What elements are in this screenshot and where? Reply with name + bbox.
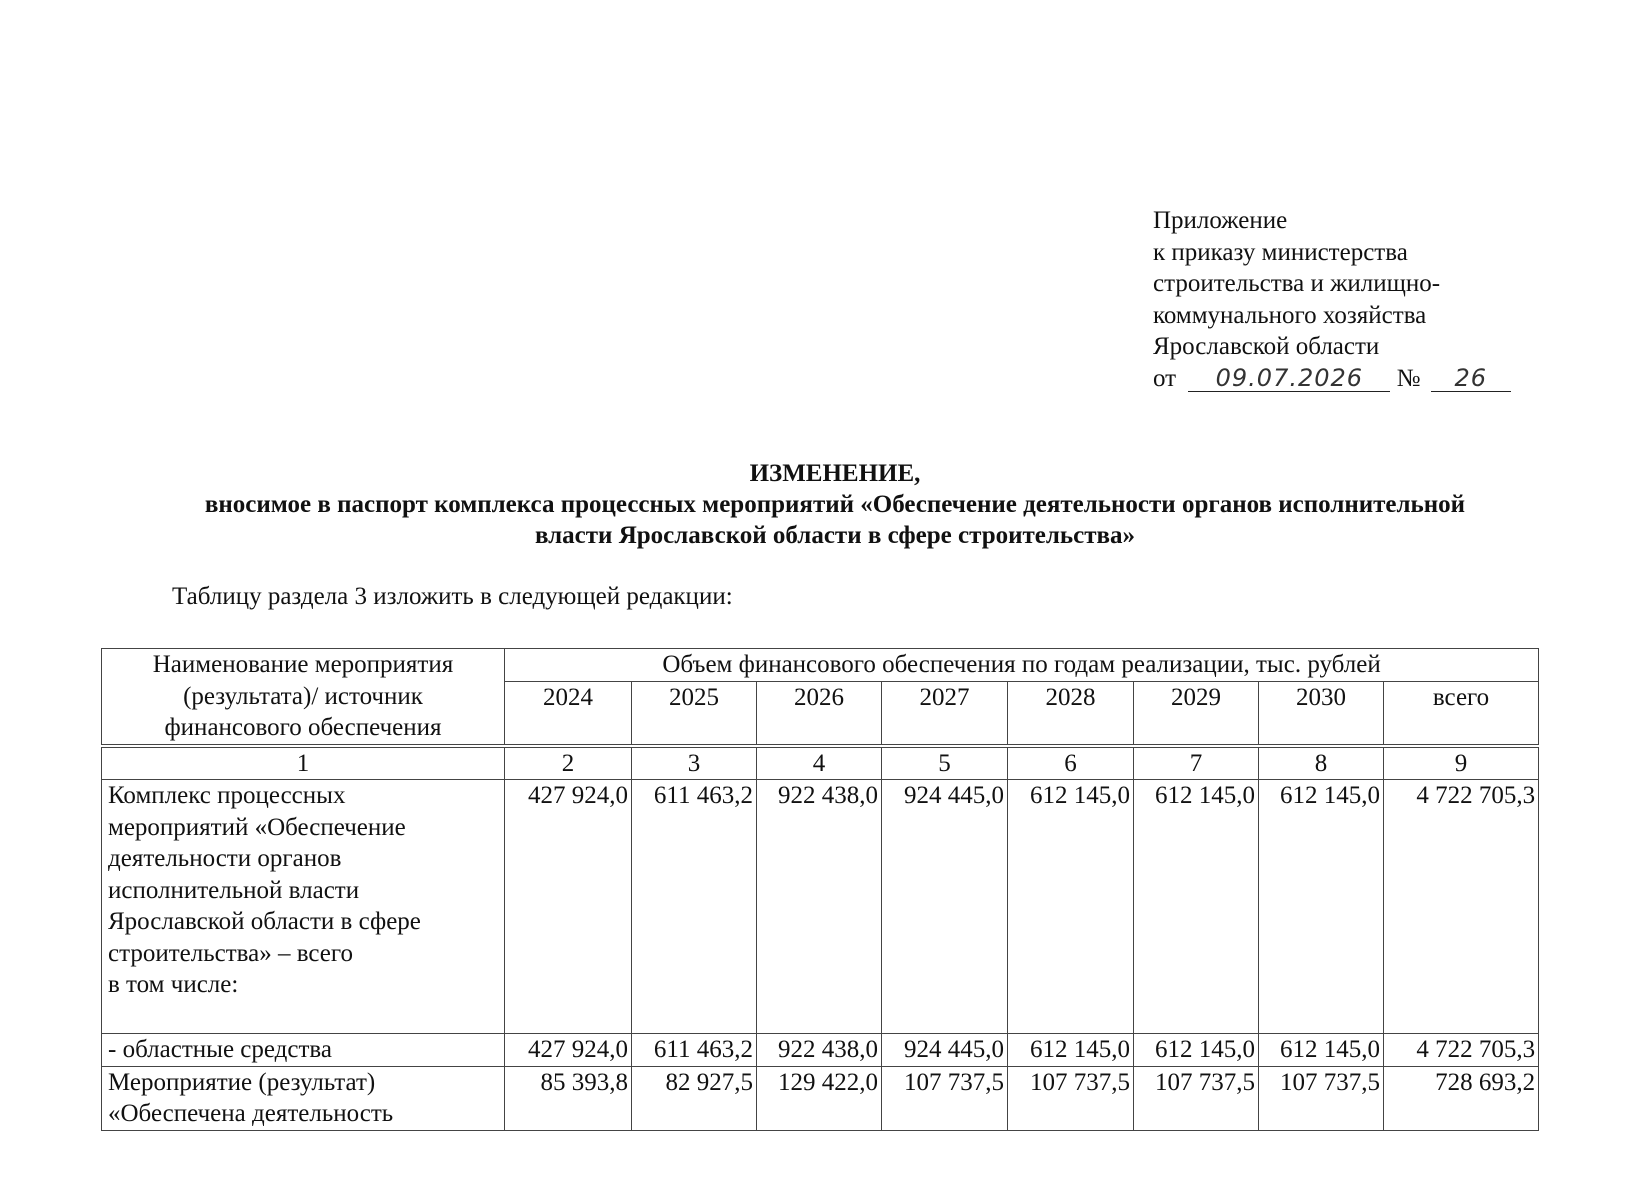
appendix-line: к приказу министерства xyxy=(1153,238,1408,266)
row-name xyxy=(102,1034,505,1067)
appendix-line: строительства и жилищно- xyxy=(1153,270,1441,297)
row-name-line: - областные средства xyxy=(108,1036,332,1063)
value-cell: 427 924,0 xyxy=(505,780,632,1034)
value-cell: 611 463,2 xyxy=(632,780,757,1034)
row-name-line: «Обеспечена деятельность xyxy=(108,1100,394,1127)
row-name-line: Ярославской области в сфере xyxy=(108,908,421,935)
column-number: 9 xyxy=(1384,747,1539,780)
name-column-header xyxy=(102,649,505,745)
column-number: 1 xyxy=(102,747,505,780)
column-number: 7 xyxy=(1134,747,1259,780)
row-name-line: Комплекс процессных xyxy=(108,782,346,809)
column-number: 2 xyxy=(505,747,632,780)
value-cell: 612 145,0 xyxy=(1134,780,1259,1034)
handwritten-number: 26 xyxy=(1431,365,1511,392)
row-name-line: в том числе: xyxy=(108,971,239,998)
value-cell: 4 722 705,3 xyxy=(1384,780,1539,1034)
row-name-line: мероприятий «Обеспечение xyxy=(108,813,406,841)
appendix-line: Приложение xyxy=(1153,207,1288,234)
value-cell: 612 145,0 xyxy=(1008,1034,1134,1067)
value-cell: 107 737,5 xyxy=(882,1066,1008,1130)
year-header: 2028 xyxy=(1008,682,1134,744)
title-sub-line: вносимое в паспорт комплекса процессных мероприятий «Обеспечение деятельности органов исполнительной xyxy=(204,491,1466,518)
financing-table xyxy=(101,648,1539,1131)
value-cell: 427 924,0 xyxy=(505,1034,632,1067)
column-number: 4 xyxy=(757,747,882,780)
value-cell: 924 445,0 xyxy=(882,780,1008,1034)
header-line: финансового обеспечения xyxy=(164,714,442,741)
title-main: ИЗМЕНЕНИЕ, xyxy=(749,460,921,487)
table-row xyxy=(102,780,1539,1034)
value-cell: 924 445,0 xyxy=(882,1034,1008,1067)
value-cell: 82 927,5 xyxy=(632,1066,757,1130)
column-number-row xyxy=(102,747,1539,780)
order-date-number-row xyxy=(1153,363,1553,395)
handwritten-date: 09.07.2026 xyxy=(1188,365,1390,392)
table-row xyxy=(102,1066,1539,1130)
value-cell: 922 438,0 xyxy=(757,1034,882,1067)
from-label: от xyxy=(1153,364,1177,392)
row-name-line: строительства» – всего xyxy=(108,939,353,967)
row-name-line: исполнительной власти xyxy=(108,876,360,904)
value-cell: 612 145,0 xyxy=(1134,1034,1259,1067)
row-name xyxy=(102,780,505,1034)
year-header: 2027 xyxy=(882,682,1008,744)
value-cell: 107 737,5 xyxy=(1008,1066,1134,1130)
group-header: Объем финансового обеспечения по годам реализации, тыс. рублей xyxy=(505,649,1539,682)
row-name-line: деятельности органов xyxy=(108,845,342,872)
number-label: № xyxy=(1396,364,1421,392)
appendix-line: коммунального хозяйства xyxy=(1153,301,1427,329)
value-cell: 611 463,2 xyxy=(632,1034,757,1067)
column-number: 8 xyxy=(1259,747,1384,780)
year-header: 2029 xyxy=(1134,682,1259,744)
title-sub-line: власти Ярославской области в сфере строительства» xyxy=(534,522,1136,549)
value-cell: 612 145,0 xyxy=(1259,1034,1384,1067)
year-header: 2030 xyxy=(1259,682,1384,744)
column-number: 3 xyxy=(632,747,757,780)
value-cell: 107 737,5 xyxy=(1259,1066,1384,1130)
row-name-line: Мероприятие (результат) xyxy=(108,1068,376,1096)
year-header: 2024 xyxy=(505,682,632,744)
appendix-line: Ярославской области xyxy=(1153,333,1380,360)
header-line: (результата)/ источник xyxy=(183,682,423,710)
total-header: всего xyxy=(1384,682,1539,744)
value-cell: 85 393,8 xyxy=(505,1066,632,1130)
value-cell: 107 737,5 xyxy=(1134,1066,1259,1130)
value-cell: 129 422,0 xyxy=(757,1066,882,1130)
value-cell: 612 145,0 xyxy=(1008,780,1134,1034)
column-number: 6 xyxy=(1008,747,1134,780)
value-cell: 612 145,0 xyxy=(1259,780,1384,1034)
value-cell: 4 722 705,3 xyxy=(1384,1034,1539,1067)
value-cell: 728 693,2 xyxy=(1384,1066,1539,1130)
lead-paragraph: Таблицу раздела 3 изложить в следующей редакции: xyxy=(172,583,733,610)
year-header: 2026 xyxy=(757,682,882,744)
document-title xyxy=(100,458,1570,551)
table-row xyxy=(102,1034,1539,1067)
column-number: 5 xyxy=(882,747,1008,780)
value-cell: 922 438,0 xyxy=(757,780,882,1034)
year-header: 2025 xyxy=(632,682,757,744)
appendix-block xyxy=(1153,205,1553,394)
row-name xyxy=(102,1066,505,1130)
header-line: Наименование мероприятия xyxy=(152,651,454,678)
